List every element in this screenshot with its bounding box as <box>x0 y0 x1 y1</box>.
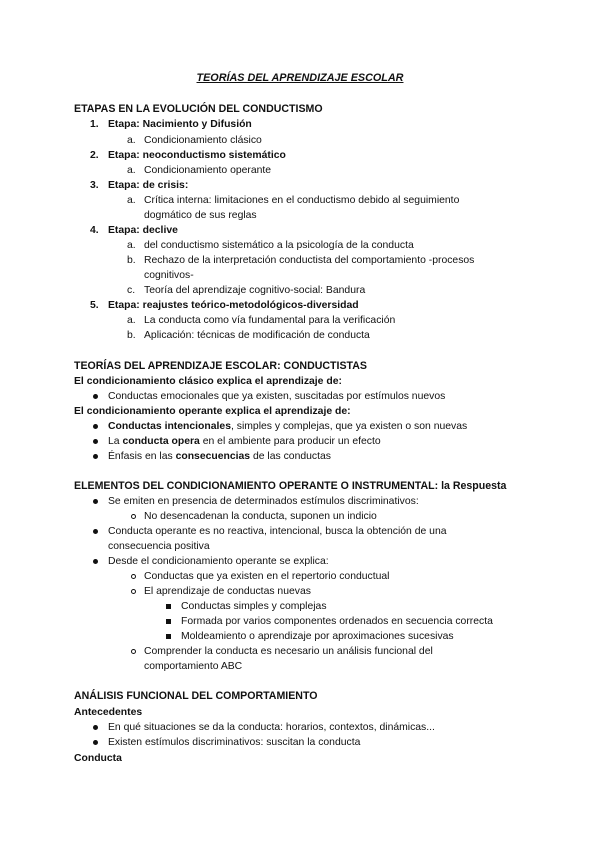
list-item: Conducta operante es no reactiva, intencional, busca la obtención de una <box>108 526 447 537</box>
list-subitem: No desencadenan la conducta, suponen un indicio <box>144 511 377 522</box>
bullet-icon <box>93 394 98 399</box>
list-letter: b. <box>127 255 136 266</box>
list-subitem: Crítica interna: limitaciones en el conductismo debido al seguimiento <box>144 195 460 206</box>
list-item-etapa-3: Etapa: de crisis: <box>108 180 189 191</box>
subheading-operante: El condicionamiento operante explica el aprendizaje de: <box>74 406 351 417</box>
list-letter: a. <box>127 195 136 206</box>
list-subitem: Aplicación: técnicas de modificación de conducta <box>144 330 370 341</box>
list-subitem: Conductas que ya existen en el repertorio conductual <box>144 571 390 582</box>
list-item: Existen estímulos discriminativos: suscitan la conducta <box>108 737 361 748</box>
list-subitem: del conductismo sistemático a la psicología de la conducta <box>144 240 414 251</box>
bullet-icon <box>93 499 98 504</box>
bullet-icon <box>93 424 98 429</box>
subheading-conducta: Conducta <box>74 753 122 764</box>
list-subitem: El aprendizaje de conductas nuevas <box>144 586 311 597</box>
list-letter: a. <box>127 165 136 176</box>
circle-bullet-icon <box>131 649 136 654</box>
section-heading-analisis: ANÁLISIS FUNCIONAL DEL COMPORTAMIENTO <box>74 690 318 702</box>
list-item: En qué situaciones se da la conducta: horarios, contextos, dinámicas... <box>108 722 435 733</box>
square-bullet-icon <box>166 619 171 624</box>
list-item: La conducta opera en el ambiente para producir un efecto <box>108 436 381 447</box>
list-subitem-cont: dogmático de sus reglas <box>144 210 257 221</box>
list-item: Conductas emocionales que ya existen, suscitadas por estímulos nuevos <box>108 391 446 402</box>
subheading-antecedentes: Antecedentes <box>74 707 143 718</box>
list-letter: a. <box>127 135 136 146</box>
list-subitem: Condicionamiento operante <box>144 165 272 176</box>
square-bullet-icon <box>166 634 171 639</box>
list-item-etapa-4: Etapa: declive <box>108 225 178 236</box>
bullet-icon <box>93 559 98 564</box>
list-item-etapa-5: Etapa: reajustes teórico-metodológicos-diversidad <box>108 300 359 311</box>
list-item: Énfasis en las consecuencias de las conductas <box>108 451 331 462</box>
section-heading-etapas: ETAPAS EN LA EVOLUCIÓN DEL CONDUCTISMO <box>74 103 323 115</box>
list-number: 5. <box>90 300 99 311</box>
list-item-cont: consecuencia positiva <box>108 541 210 552</box>
bullet-icon <box>93 725 98 730</box>
list-number: 4. <box>90 225 99 236</box>
list-subitem-cont: cognitivos- <box>144 270 194 281</box>
list-subitem: Comprender la conducta es necesario un análisis funcional del <box>144 646 433 657</box>
list-number: 2. <box>90 150 99 161</box>
list-item: Desde el condicionamiento operante se explica: <box>108 556 329 567</box>
list-subitem: Condicionamiento clásico <box>144 135 262 146</box>
list-subitem: La conducta como vía fundamental para la verificación <box>144 315 396 326</box>
bullet-icon <box>93 529 98 534</box>
list-letter: c. <box>127 285 136 296</box>
list-letter: a. <box>127 240 136 251</box>
circle-bullet-icon <box>131 514 136 519</box>
circle-bullet-icon <box>131 589 136 594</box>
list-subitem-cont: comportamiento ABC <box>144 661 243 672</box>
list-item-etapa-2: Etapa: neoconductismo sistemático <box>108 150 286 161</box>
bullet-icon <box>93 454 98 459</box>
list-subitem: Teoría del aprendizaje cognitivo-social: Bandura <box>144 285 366 296</box>
list-letter: b. <box>127 330 136 341</box>
list-subsubitem: Moldeamiento o aprendizaje por aproximaciones sucesivas <box>181 631 454 642</box>
list-item: Conductas intencionales, simples y complejas, que ya existen o son nuevas <box>108 421 468 432</box>
list-item-etapa-1: Etapa: Nacimiento y Difusión <box>108 119 252 130</box>
list-item: Se emiten en presencia de determinados estímulos discriminativos: <box>108 496 419 507</box>
list-subsubitem: Formada por varios componentes ordenados en secuencia correcta <box>181 616 493 627</box>
bullet-icon <box>93 740 98 745</box>
circle-bullet-icon <box>131 574 136 579</box>
section-heading-elementos: ELEMENTOS DEL CONDICIONAMIENTO OPERANTE O INSTRUMENTAL: la Respuesta <box>74 480 507 492</box>
list-letter: a. <box>127 315 136 326</box>
document-title: TEORÍAS DEL APRENDIZAJE ESCOLAR <box>196 72 404 84</box>
list-subitem: Rechazo de la interpretación conductista del comportamiento -procesos <box>144 255 475 266</box>
subheading-clasico: El condicionamiento clásico explica el aprendizaje de: <box>74 376 342 387</box>
list-subsubitem: Conductas simples y complejas <box>181 601 327 612</box>
bullet-icon <box>93 439 98 444</box>
list-number: 1. <box>90 119 99 130</box>
section-heading-conductistas: TEORÍAS DEL APRENDIZAJE ESCOLAR: CONDUCTISTAS <box>74 360 367 372</box>
list-number: 3. <box>90 180 99 191</box>
square-bullet-icon <box>166 604 171 609</box>
